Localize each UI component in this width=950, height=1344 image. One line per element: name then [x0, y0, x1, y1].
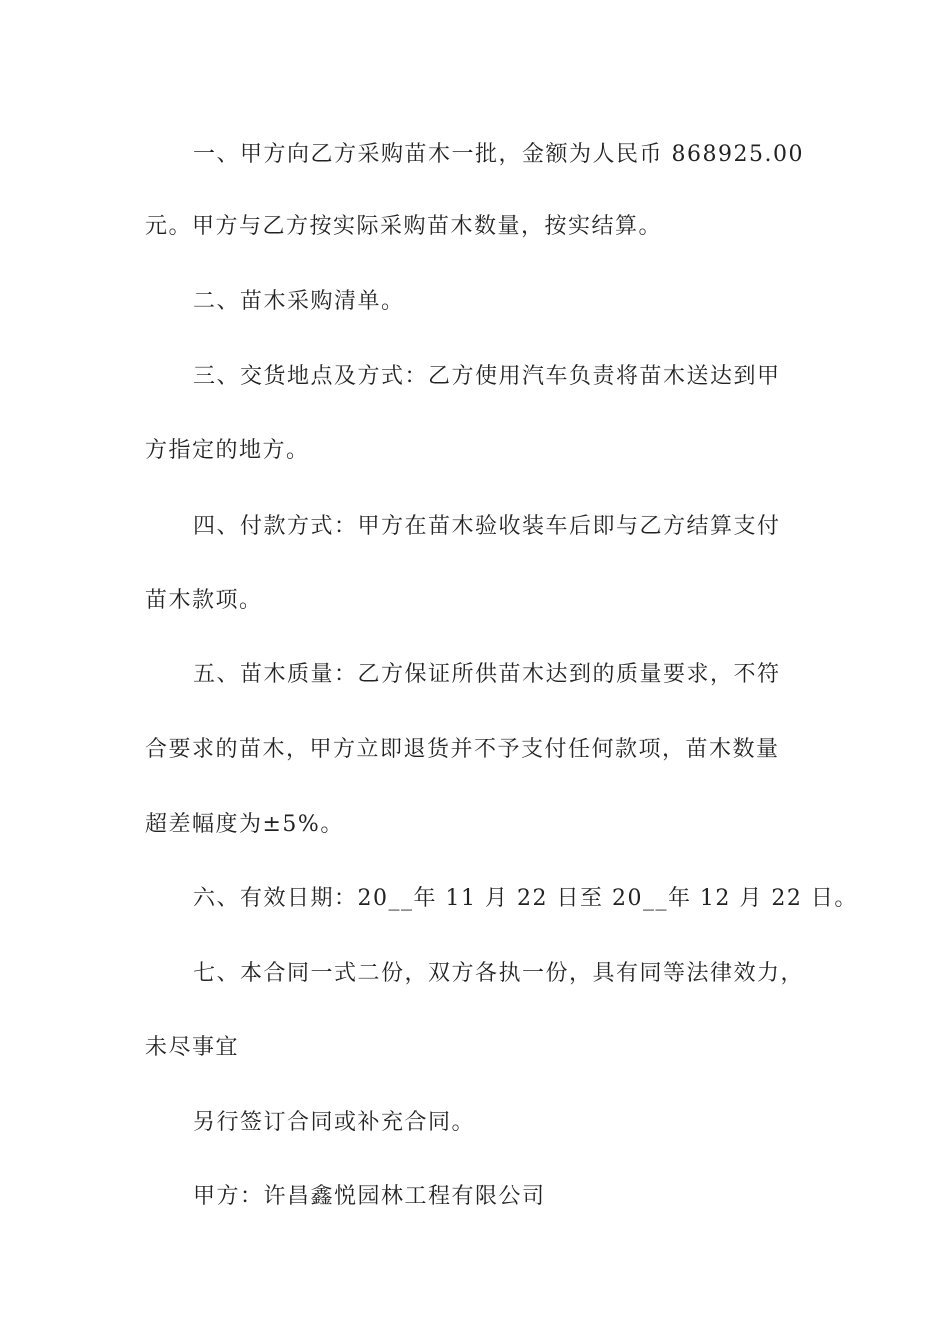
clause-5-line-1: 五、苗木质量：乙方保证所供苗木达到的质量要求，不符	[193, 662, 781, 687]
clause-5-line-2: 合要求的苗木，甲方立即退货并不予支付任何款项，苗木数量	[145, 737, 780, 762]
clause-6: 六、有效日期：20__年 11 月 22 日至 20__年 12 月 22 日。	[193, 886, 858, 911]
clause-7-line-1: 七、本合同一式二份，双方各执一份，具有同等法律效力，	[193, 961, 805, 986]
clause-1-line-1: 一、甲方向乙方采购苗木一批，金额为人民币 868925.00	[193, 142, 804, 167]
clause-7-line-2: 未尽事宜	[145, 1035, 240, 1060]
clause-5-line-3: 超差幅度为±5%。	[145, 812, 344, 837]
clause-1-line-2: 元。甲方与乙方按实际采购苗木数量，按实结算。	[145, 214, 663, 239]
clause-2: 二、苗木采购清单。	[193, 289, 405, 314]
party-a-signature-line: 甲方：许昌鑫悦园林工程有限公司	[193, 1184, 546, 1209]
clause-7-line-3: 另行签订合同或补充合同。	[193, 1110, 476, 1135]
clause-4-line-2: 苗木款项。	[145, 588, 263, 613]
clause-4-line-1: 四、付款方式：甲方在苗木验收装车后即与乙方结算支付	[193, 514, 781, 539]
clause-3-line-2: 方指定的地方。	[145, 438, 310, 463]
clause-3-line-1: 三、交货地点及方式：乙方使用汽车负责将苗木送达到甲	[193, 364, 781, 389]
